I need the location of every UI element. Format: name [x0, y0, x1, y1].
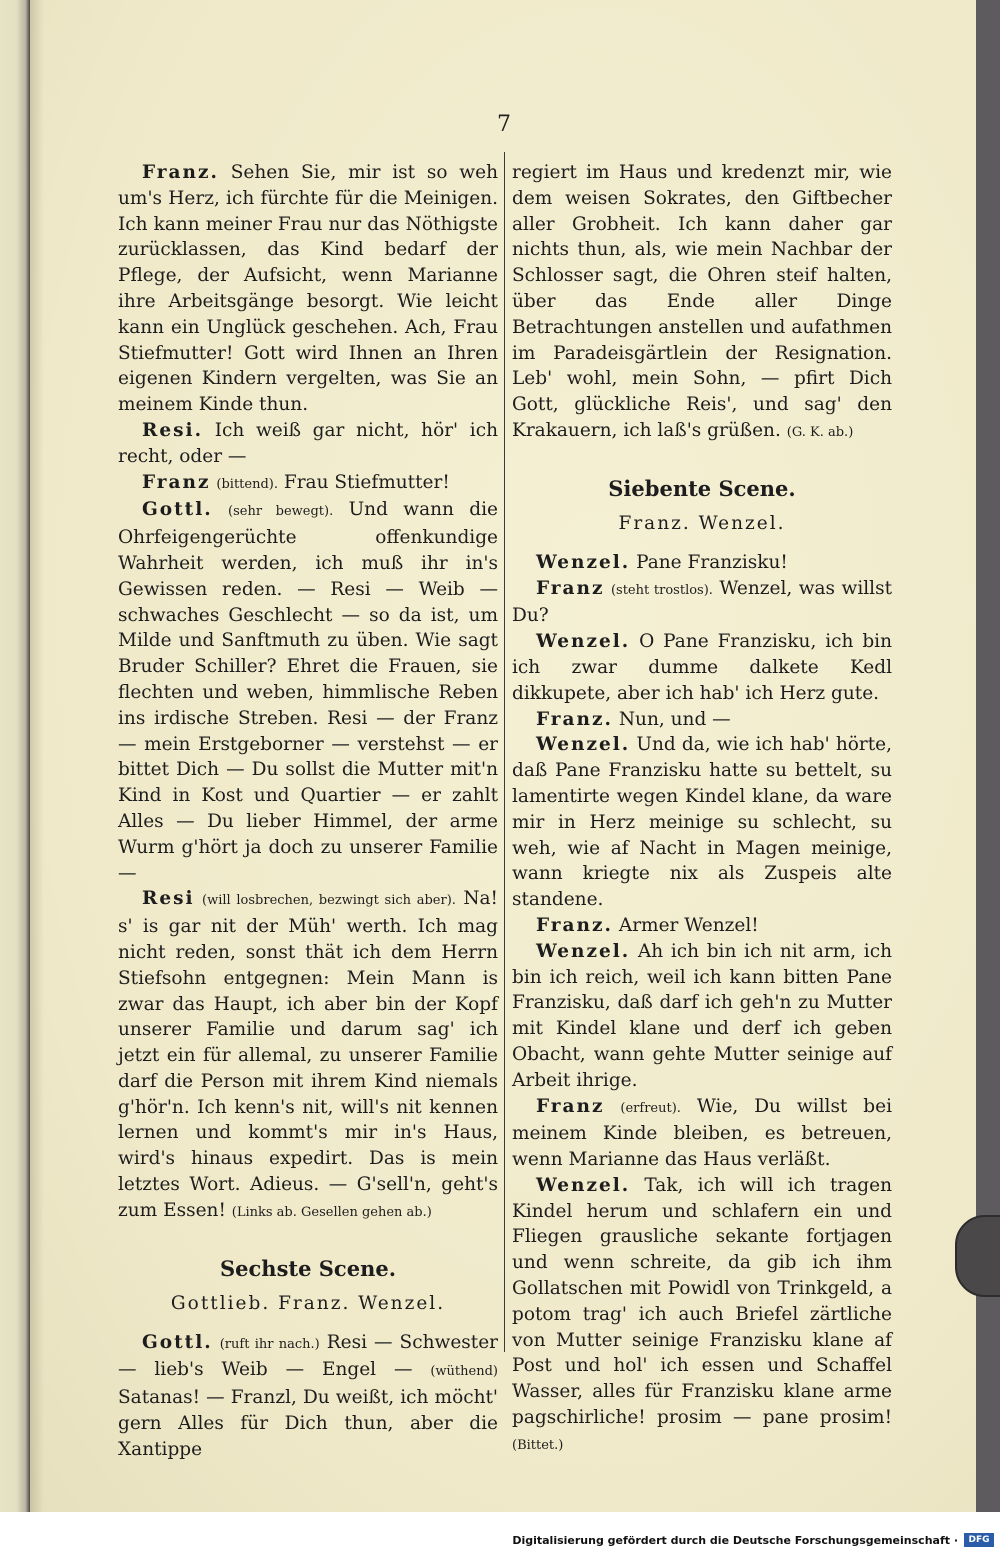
- scene-characters: Franz. Wenzel.: [618, 512, 786, 534]
- dialogue-paragraph: [512, 913, 892, 939]
- speaker-name: Wenzel.: [536, 1174, 631, 1196]
- stage-direction: (sehr bewegt).: [228, 504, 334, 520]
- speaker-name: Wenzel.: [536, 551, 631, 573]
- speaker-name: Wenzel.: [536, 940, 631, 962]
- dialogue-text: O Pane Franzisku, ich bin ich zwar dumme dalkete Kedl dikkupete, aber ich hab' ich Herz gute.: [512, 631, 892, 704]
- dialogue-text: Und da, wie ich hab' hörte, daß Pane Franzisku hatte su bettelt, su lamentirte wegen Kindel klane, da ware mir in Herz meinige su schlecht, su weh, wie af Nacht in Magen meinige, wann kriegte nix als Zuspeis alte standene.: [512, 734, 892, 911]
- page-number: 7: [497, 112, 511, 137]
- stage-direction: (will losbrechen, bezwingt sich aber).: [202, 893, 456, 909]
- dialogue-paragraph: [512, 732, 892, 913]
- dialogue-paragraph: [118, 160, 498, 418]
- dialogue-paragraph: [512, 939, 892, 1094]
- speaker-name: Resi: [142, 888, 195, 910]
- dialogue-paragraph: [512, 576, 892, 630]
- speaker-name: Gottl.: [142, 499, 213, 521]
- dialogue-text: Wie, Du willst bei meinem Kinde bleiben, es betreuen, wenn Marianne das Haus verläßt.: [512, 1095, 892, 1171]
- dialogue-paragraph: [118, 886, 498, 1225]
- dialogue-paragraph: [118, 470, 498, 498]
- stage-direction: (Bittet.): [512, 1437, 564, 1453]
- digitization-footer: [0, 1512, 1000, 1553]
- dfg-logo: DFG: [964, 1533, 994, 1547]
- speaker-name: Wenzel.: [536, 734, 631, 756]
- dialogue-text: Pane Franzisku!: [636, 551, 788, 573]
- dialogue-text: Frau Stiefmutter!: [283, 471, 450, 493]
- scene-characters: Gottlieb. Franz. Wenzel.: [170, 1292, 446, 1314]
- dialogue-text: Resi — Schwester — lieb's Weib — Engel —: [118, 1331, 499, 1381]
- gutter-shadow: [30, 0, 44, 1512]
- stage-direction: (erfreut).: [620, 1100, 681, 1116]
- dialogue-text: Armer Wenzel!: [618, 914, 759, 936]
- stage-direction: (wüthend): [430, 1364, 498, 1380]
- dialogue-paragraph: [118, 418, 498, 470]
- stage-direction: (bittend).: [216, 476, 278, 492]
- dialogue-paragraph: [512, 629, 892, 706]
- speaker-name: Resi.: [142, 419, 204, 441]
- page-turn-tab[interactable]: [955, 1215, 1000, 1297]
- dialogue-paragraph: [118, 497, 498, 886]
- dialogue-text: Wenzel, was willst Du?: [512, 577, 893, 627]
- speaker-name: Franz: [536, 1095, 605, 1117]
- dialogue-paragraph: [512, 160, 892, 446]
- dialogue-text: Ah ich bin ich nit arm, ich bin ich reich, weil ich kann bitten Pane Franzisku, daß darf ich geh'n zu Mutter mit Kindel klane und derf ich geben Obacht, wann gehte Mutter seinige auf Arbeit ihrige.: [512, 940, 892, 1091]
- funding-credit: Digitalisierung gefördert durch die Deutsche Forschungsgemeinschaft ·: [512, 1534, 958, 1547]
- speaker-name: Franz.: [142, 162, 219, 183]
- dialogue-text: Tak, ich will ich tragen Kindel herum und schlafern ein und Fliegen grausliche sekante fortjagen und wenn schreite, da gib ich ihm Gollatschen mit Powidl von Trinkgeld, a potom trag' ich auch Briefel zärtliche von Mutter seinige Franzisku klane af Post und hol' ich essen und Schaffel Wasser, alles für Franzisku klane arme pagschirliche! prosim — pane prosim!: [512, 1174, 892, 1429]
- speaker-name: Franz.: [536, 914, 613, 936]
- dialogue-paragraph: [512, 550, 892, 576]
- dialogue-paragraph: [118, 1330, 498, 1463]
- dialogue-text: Na! s' is gar nit der Müh' werth. Ich mag nicht reden, sonst thät ich dem Herrn Stiefsohn entgegnen: Mein Mann is zwar das Haupt, ich aber bin der Kopf unserer Familie und darum sag' ich jetzt ein für allemal, zu unserer Familie darf die Person mit ihrem Kind niemals g'hör'n. Ich kenn's nit, will's nit kennen lernen und kommt's mir in's Haus, wird's hinaus expedirt. Das is mein letztes Wort. Adieus. — G'sell'n, geht's zum Essen!: [118, 888, 498, 1221]
- speaker-name: Gottl.: [142, 1331, 213, 1353]
- stage-direction: (Links ab. Gesellen gehen ab.): [231, 1204, 432, 1220]
- dialogue-text: Sehen Sie, mir ist so weh um's Herz, ich fürchte für die Meinigen. Ich kann meiner Frau nur das Nöthigste zurücklassen, das Kind bedarf der Pflege, der Aufsicht, wenn Marianne ihre Arbeitsgänge besorgt. Wie leicht kann ein Unglück geschehen. Ach, Frau Stiefmutter! Gott wird Ihnen an Ihren eigenen Kindern vergelten, was Sie an meinem Kinde thun.: [118, 162, 498, 416]
- dialogue-paragraph: [512, 1094, 892, 1173]
- right-column: [512, 160, 892, 1459]
- facing-page-edge: [0, 0, 30, 1553]
- speaker-name: Franz: [142, 471, 211, 493]
- dialogue-paragraph: [512, 707, 892, 733]
- dialogue-text: Nun, und —: [618, 708, 731, 730]
- dialogue-text: Ich weiß gar nicht, hör' ich recht, oder —: [118, 419, 498, 467]
- dialogue-paragraph: [512, 1173, 892, 1459]
- dialogue-text: Satanas! — Franzl, Du weißt, ich möcht' gern Alles für Dich thun, aber die Xantippe: [118, 1387, 498, 1460]
- column-divider: [504, 152, 505, 1352]
- scene-heading: Sechste Scene.: [219, 1255, 397, 1281]
- dialogue-text: Und wann die Ohrfeigengerüchte offenkundige Wahrheit werden, ich muß ihr in's Gewissen reden. — Resi — Weib — schwaches Geschlecht — so da ist, um Milde und Sanftmuth zu üben. Wie sagt Bruder Schiller? Ehret die Frauen, sie flechten und weben, himmlische Reben ins irdische Streben. Resi — der Franz — mein Erstgeborner — verstehst — er bittet Dich — Du sollst die Mutter mit'n Kind in Kost und Quartier — er zahlt Alles — Du lieber Himmel, der arme Wurm g'hört ja doch zu unserer Familie —: [118, 499, 499, 884]
- speaker-name: Franz.: [536, 708, 613, 730]
- stage-direction: (G. K. ab.): [786, 424, 854, 440]
- scene-heading: Siebente Scene.: [608, 475, 796, 501]
- speaker-name: Wenzel.: [536, 631, 631, 653]
- dialogue-text: regiert im Haus und kredenzt mir, wie dem weisen Sokrates, den Giftbecher aller Grobheit. Ich kann daher gar nichts thun, als, wie mein Nachbar der Schlosser sagt, die Ohren steif halten, über das Ende aller Dinge Betrachtungen anstellen und aufathmen im Paradeisgärtlein der Resignation. Leb' wohl, mein Sohn, — pfirt Dich Gott, glückliche Reis', und sag' den Krakauern, ich laß's grüßen.: [512, 162, 892, 441]
- left-column: [118, 160, 498, 1463]
- speaker-name: Franz: [536, 577, 605, 599]
- stage-direction: (ruft ihr nach.): [219, 1336, 320, 1352]
- stage-direction: (steht trostlos).: [610, 582, 713, 598]
